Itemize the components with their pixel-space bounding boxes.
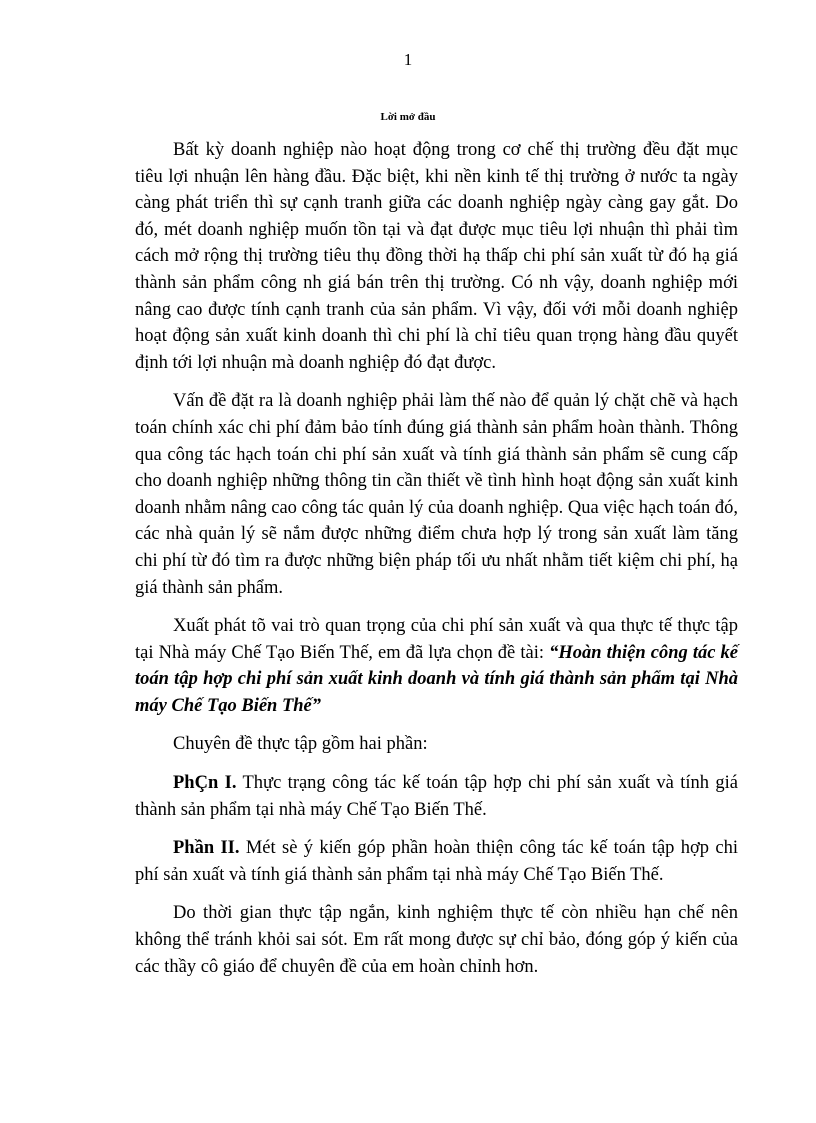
part-1-label: PhÇn I. [173, 773, 237, 794]
paragraph-part-1 [135, 770, 738, 823]
paragraph-1: Bất kỳ doanh nghiệp nào hoạt động trong cơ chế thị trường đều đặt mục tiêu lợi nhuận lên hàng đầu. Đặc biệt, khi nền kinh tế thị trường ở nước ta ngày càng phát triển thì sự cạnh tranh giữa các doanh nghiệp ngày càng gay gắt. Do đó, mét doanh nghiệp muốn tồn tại và đạt được mục tiêu lợi nhuận thì phải tìm cách mở rộng thị trường tiêu thụ đồng thời hạ thấp chi phí sản xuất từ đó hạ giá thành sản phẩm công nh giá bán trên thị trường. Có nh vậy, doanh nghiệp mới nâng cao được tính cạnh tranh của sản phẩm. Vì vậy, đối với mỗi doanh nghiệp hoạt động sản xuất kinh doanh thì chi phí là chỉ tiêu quan trọng hàng đầu quyết định tới lợi nhuận mà doanh nghiệp đó đạt được. [135, 140, 738, 373]
document-body [135, 137, 738, 992]
part-2-label: Phần II. [173, 838, 240, 859]
page-number: 1 [403, 50, 413, 69]
part-1-text: Thực trạng công tác kế toán tập hợp chi phí sản xuất và tính giá thành sản phẩm tại nhà máy Chế Tạo Biến Thế. [135, 773, 738, 820]
paragraph-3 [135, 613, 738, 719]
paragraph-2: Vấn đề đặt ra là doanh nghiệp phải làm thế nào để quản lý chặt chẽ và hạch toán chính xác chi phí đảm bảo tính đúng giá thành sản phẩm hoàn thành. Thông qua công tác hạch toán chi phí sản xuất và tính giá thành sản phẩm sẽ cung cấp cho doanh nghiệp những thông tin cần thiết về tình hình hoạt động sản xuất kinh doanh nhằm nâng cao công tác quản lý của doanh nghiệp. Qua việc hạch toán đó, các nhà quản lý sẽ nắm được những điểm chưa hợp lý trong sản xuất làm tăng chi phí từ đó tìm ra được những biện pháp tối ưu nhất nhằm tiết kiệm chi phí, hạ giá thành sản phẩm. [135, 391, 738, 598]
paragraph-part-2 [135, 835, 738, 888]
section-heading: Lời mở đầu [380, 111, 436, 123]
paragraph-4: Chuyên đề thực tập gồm hai phần: [173, 734, 428, 755]
part-2-text: Mét sè ý kiến góp phần hoàn thiện công tác kế toán tập hợp chi phí sản xuất và tính giá thành sản phẩm tại nhà máy Chế Tạo Biến Thế. [135, 838, 738, 885]
paragraph-3-intro: Xuất phát tõ vai trò quan trọng của chi phí sản xuất và qua thực tế thực tập tại Nhà máy Chế Tạo Biến Thế, em đã lựa chọn đề tài: [135, 616, 738, 663]
thesis-title: “Hoàn thiện công tác kế toán tập hợp chi phí sản xuất kinh doanh và tính giá thành sản phẩm tại Nhà máy Chế Tạo Biến Thế” [135, 642, 738, 716]
paragraph-closing: Do thời gian thực tập ngắn, kinh nghiệm thực tế còn nhiều hạn chế nên không thể tránh khỏi sai sót. Em rất mong được sự chỉ bảo, đóng góp ý kiến của các thầy cô giáo để chuyên đề của em hoàn chỉnh hơn. [135, 903, 738, 977]
